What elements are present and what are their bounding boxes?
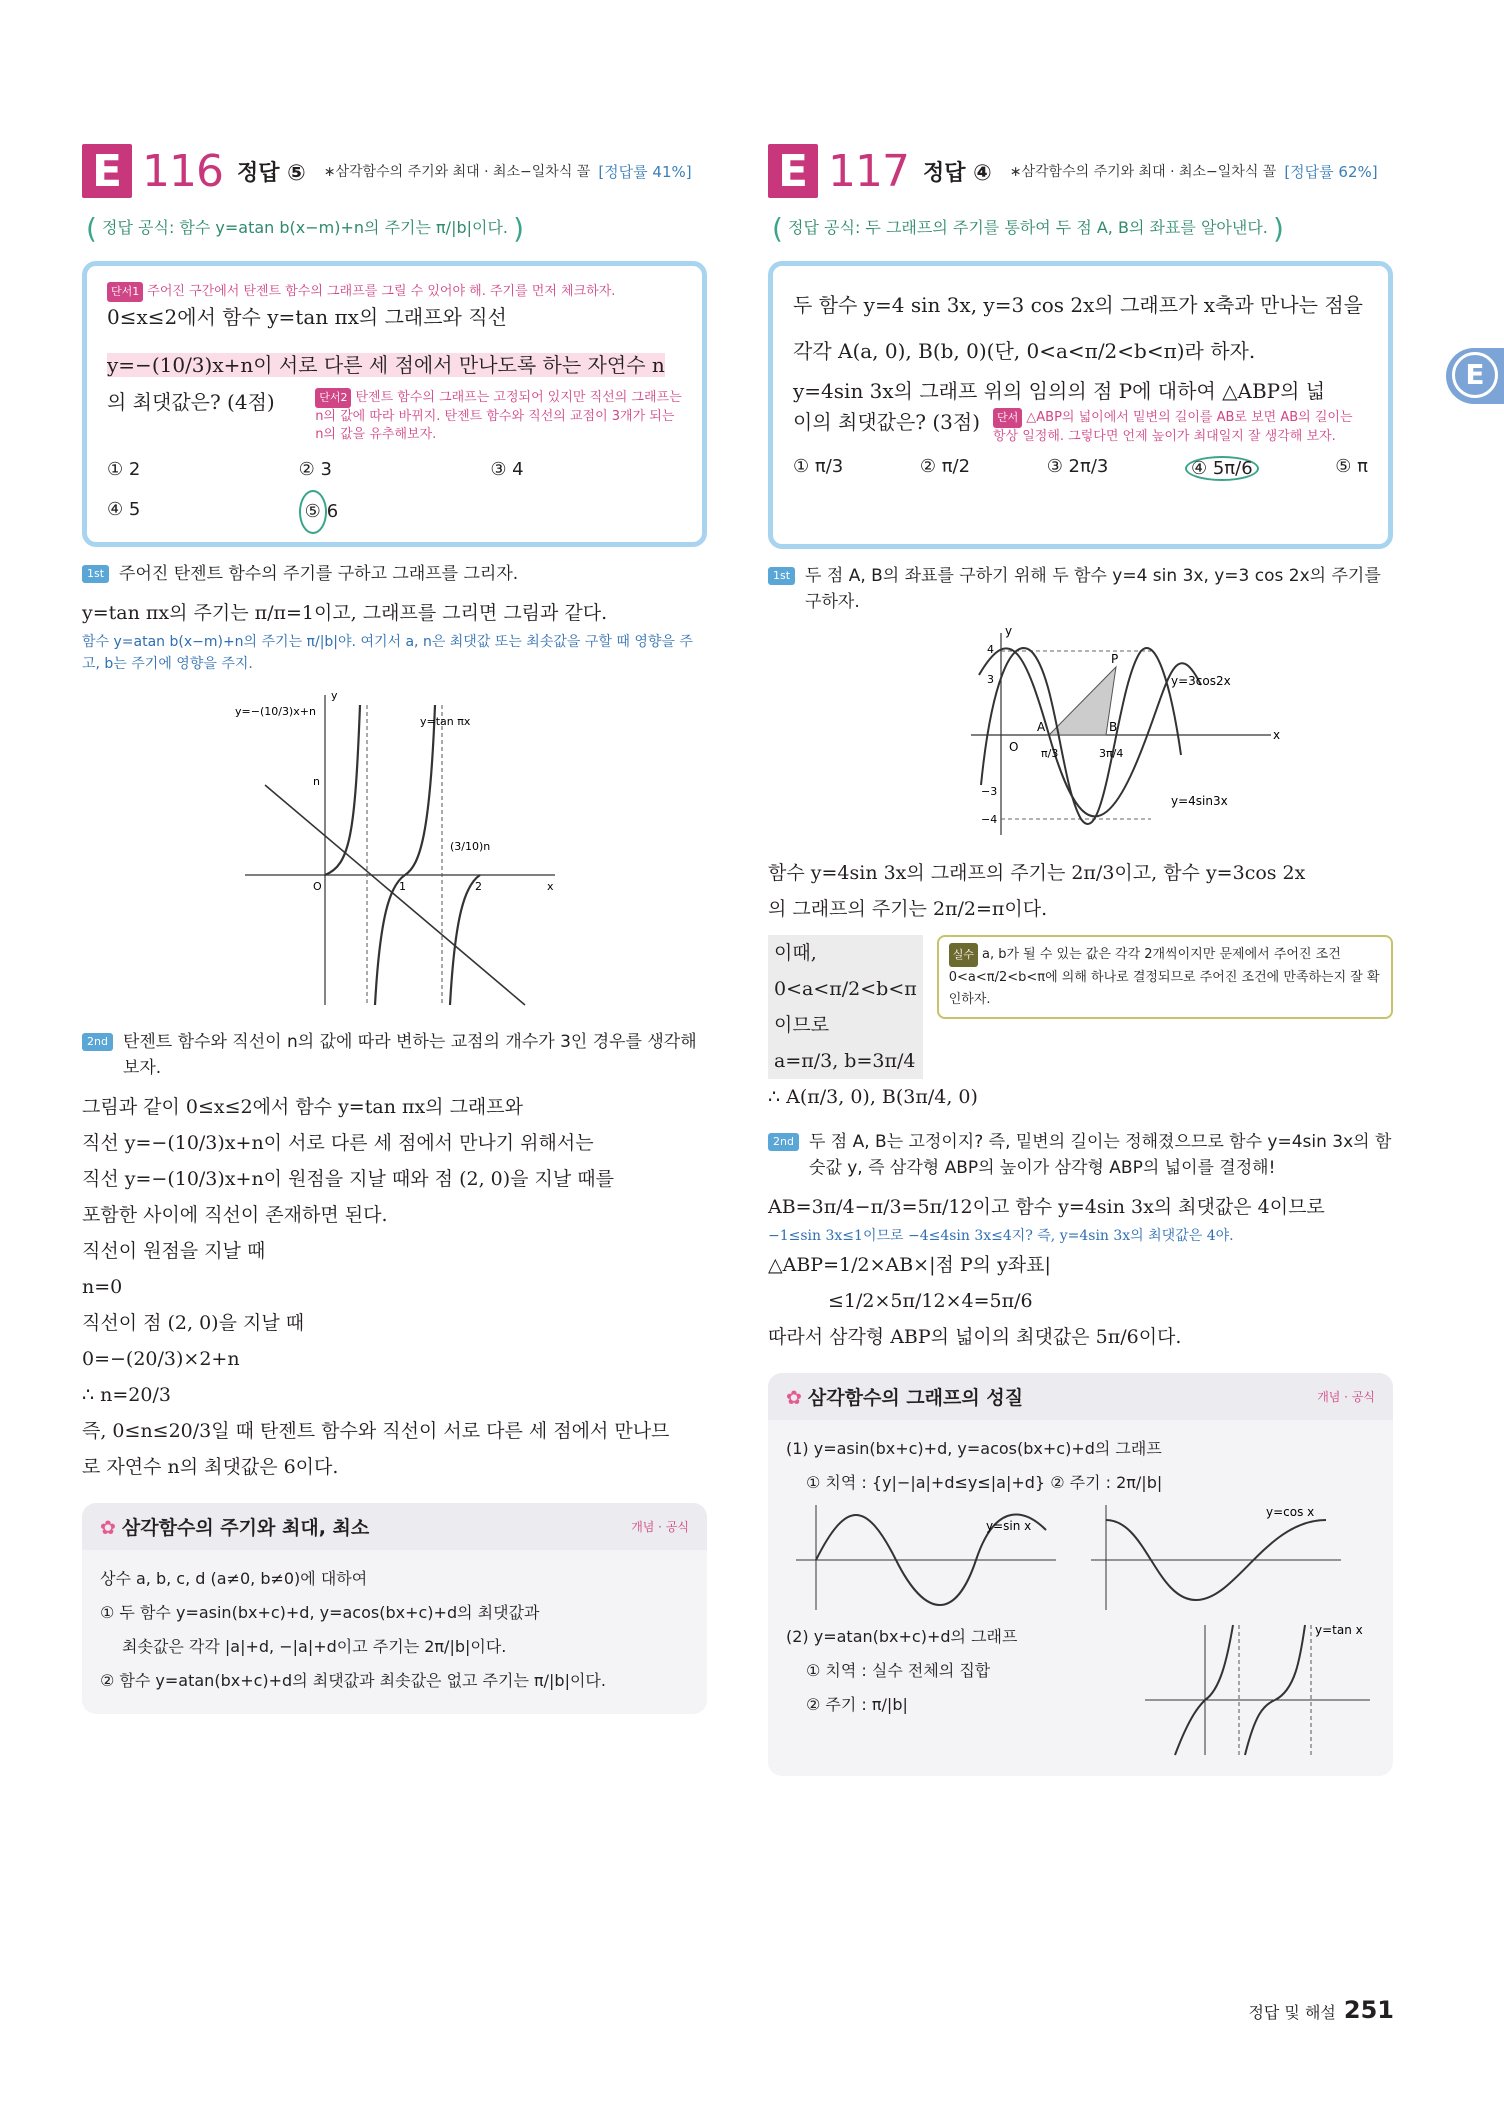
topic-tag: ∗삼각함수의 주기와 최대 · 최소−일차식 꼴 xyxy=(323,164,591,180)
solution-2: 그림과 같이 0≤x≤2에서 함수 y=tan πx의 그래프와 직선 y=−(10/3)x+n이 서로 다른 세 점에서 만나기 위해서는 직선 y=−(10/3)x+n이 원점을 지날 때와 점 (2, 0)을 지날 때를 포함한 사이에 직선이 존재하면 된다. 직선이 원점을 지날 때 n=0 직선이 점 (2, 0)을 지날 때 0=−(20/3)×2+n ∴ n=20/3 즉, 0≤n≤20/3일 때 탄젠트 함수와 직선이 서로 다른 세 점에서 만나므 로 자연수 n의 최댓값은 6이다. xyxy=(82,1096,670,1478)
question-box xyxy=(768,261,1393,549)
tick-pi3: π/3 xyxy=(1040,747,1058,760)
choice-1[interactable]: ① π/3 xyxy=(793,456,844,477)
question-line-2: 각각 A(a, 0), B(b, 0)(단, 0<a<π/2<b<π)라 하자. xyxy=(793,339,1256,363)
summary-box: ✿ 삼각함수의 주기와 최대, 최소 개념 · 공식 상수 a, b, c, d (a≠0, b≠0)에 대하여 ① 두 함수 y=asin(bx+c)+d, y=acos(bx+c)+d의 최댓값과 최솟값은 각각 |a|+d, −|a|+d이고 주기는 2π/|b|이다. ② 함수 y=atan(bx+c)+d의 최댓값과 최솟값은 없고 주기는 π/|b|이다. xyxy=(82,1503,707,1714)
sin-cos-graph xyxy=(871,625,1291,845)
line-label: y=−(10/3)x+n xyxy=(234,705,316,718)
section-badge: E xyxy=(768,144,818,198)
y-axis-label: y xyxy=(330,689,338,702)
summary-title: 삼각함수의 주기와 최대, 최소 xyxy=(121,1517,370,1539)
choice-1[interactable]: ① 2 xyxy=(107,459,141,480)
O-label: O xyxy=(1008,740,1018,754)
answer-formula: ( 정답 공식: 두 그래프의 주기를 통하여 두 점 A, B의 좌표를 알아낸다. ) xyxy=(772,212,1284,245)
problem-header xyxy=(768,140,1393,202)
x-axis-label: x xyxy=(546,880,554,893)
B-label: B xyxy=(1108,720,1117,734)
topic-tag: ∗삼각함수의 주기와 최대 · 최소−일차식 꼴 xyxy=(1009,164,1277,180)
choices xyxy=(107,450,682,534)
tick-neg3: −3 xyxy=(980,785,997,798)
tick-3: 3 xyxy=(986,673,994,686)
choice-3[interactable]: ③ 4 xyxy=(490,459,524,480)
step-2: 2nd 두 점 A, B는 고정이지? 즉, 밑변의 길이는 정해졌으므로 함수 y=4sin 3x의 함숫값 y, 즉 삼각형 ABP의 높이가 삼각형 ABP의 넓이를 결정해! xyxy=(768,1129,1393,1181)
solution-1e: ∴ A(π/3, 0), B(3π/4, 0) xyxy=(768,1086,978,1108)
section-badge: E xyxy=(82,144,132,198)
tick-1: 1 xyxy=(398,880,406,893)
n-label: n xyxy=(312,775,320,788)
cos-mini-label: y=cos x xyxy=(1266,1505,1315,1519)
hint: 단서 △ABP의 넓이에서 밑변의 길이를 AB로 보면 AB의 길이는 항상 일정해. 그렇다면 언제 높이가 최대일지 잘 생각해 보자. xyxy=(993,410,1353,444)
solution-1-ab: 이때, 0<a<π/2<b<π이므로 a=π/3, b=3π/4 실수 a, b가 될 수 있는 값은 각각 2개씩이지만 문제에서 주어진 조건 0<a<π/2<b<π에 의해 하나로 결정되므로 주어진 조건에 만족하는지 잘 확인하자. xyxy=(768,935,1393,1079)
tick-2: 2 xyxy=(474,880,482,893)
solution-1a: y=tan πx의 주기는 π/π=1이고, 그래프를 그리면 그림과 같다. xyxy=(82,602,608,624)
cos-label: y=3cos2x xyxy=(1170,674,1231,688)
step-1: 1st 두 점 A, B의 좌표를 구하기 위해 두 함수 y=4 sin 3x, y=3 cos 2x의 주기를 구하자. xyxy=(768,563,1393,615)
cos-graph xyxy=(1086,1500,1346,1620)
tick-4: 4 xyxy=(986,643,994,656)
choice-4[interactable]: ④ 5π/6 xyxy=(1185,456,1259,481)
tick-3pi4: 3π/4 xyxy=(1098,747,1123,760)
tick-neg4: −4 xyxy=(980,813,997,826)
question-box xyxy=(82,261,707,547)
problem-header xyxy=(82,140,707,202)
tan-mini-label: y=tan x xyxy=(1315,1623,1363,1637)
step-2: 2nd 탄젠트 함수와 직선이 n의 값에 따라 변하는 교점의 개수가 3인 경우를 생각해보자. xyxy=(82,1029,707,1081)
problem-117 xyxy=(768,140,1393,1776)
question-line-2: y=−(10/3)x+n이 서로 다른 세 점에서 만나도록 하는 자연수 n xyxy=(107,353,665,377)
frac-label: (3/10)n xyxy=(449,840,490,853)
choice-4[interactable]: ④ 5 xyxy=(107,499,141,520)
answer-formula: ( 정답 공식: 함수 y=atan b(x−m)+n의 주기는 π/|b|이다. ) xyxy=(86,212,525,245)
choice-2[interactable]: ② π/2 xyxy=(919,456,971,477)
y-axis-label: y xyxy=(1004,625,1012,638)
accuracy-rate: [정답률 62%] xyxy=(1284,162,1378,181)
page-footer: 정답 및 해설 251 xyxy=(1248,1996,1394,2024)
page-number: 251 xyxy=(1343,1996,1394,2024)
choices xyxy=(793,456,1368,481)
choice-5[interactable]: ⑤ π xyxy=(1335,456,1368,477)
side-tab[interactable]: E xyxy=(1446,348,1504,404)
problem-116 xyxy=(82,140,707,1714)
tan-label: y=tan πx xyxy=(419,715,470,728)
choice-3[interactable]: ③ 2π/3 xyxy=(1046,456,1109,477)
question-line-3: y=4sin 3x의 그래프 위의 임의의 점 P에 대하여 △ABP의 넓 xyxy=(793,379,1326,403)
solution-2-note: −1≤sin 3x≤1이므로 −4≤4sin 3x≤4지? 즉, y=4sin 3x의 최댓값은 4야. xyxy=(768,1228,1234,1244)
sin-cos-mini-graphs xyxy=(786,1500,1375,1620)
x-axis-label: x xyxy=(1272,728,1280,742)
choice-2[interactable]: ② 3 xyxy=(298,459,332,480)
choice-5[interactable]: ⑤ 6 xyxy=(299,490,491,534)
origin-label: O xyxy=(312,880,322,893)
summary-box: ✿ 삼각함수의 그래프의 성질 개념 · 공식 (1) y=asin(bx+c)+d, y=acos(bx+c)+d의 그래프 ① 치역 : {y|−|a|+d≤y≤|a|+d} ② 주기 : 2π/|b| y=sin x y=cos x (2) y=atan(bx+c)+d의 그래프 ① 치역 : 실수 전체의 집합 ② 주기 : π/|b| y=tan x xyxy=(768,1373,1393,1776)
A-label: A xyxy=(1036,720,1045,734)
sin-mini-label: y=sin x xyxy=(986,1519,1032,1533)
question-line-1: 0≤x≤2에서 함수 y=tan πx의 그래프와 직선 xyxy=(107,305,507,329)
tan-line-graph xyxy=(225,685,565,1015)
summary-title: 삼각함수의 그래프의 성질 xyxy=(807,1387,1024,1409)
question-line-4: 이의 최댓값은? (3점) xyxy=(793,410,981,434)
tan-mini-graph xyxy=(1145,1620,1375,1760)
sin-graph xyxy=(786,1500,1066,1620)
question-line-1: 두 함수 y=4 sin 3x, y=3 cos 2x의 그래프가 x축과 만나는 점을 xyxy=(793,293,1363,317)
solution-1b-note: 함수 y=atan b(x−m)+n의 주기는 π/|b|야. 여기서 a, n은 최댓값 또는 최솟값을 구할 때 영향을 주고, b는 주기에 영향을 주지. xyxy=(82,634,693,672)
problem-number: 116 xyxy=(142,145,223,197)
sin-label: y=4sin3x xyxy=(1170,794,1228,808)
accuracy-rate: [정답률 41%] xyxy=(598,162,692,181)
step-1: 1st 주어진 탄젠트 함수의 주기를 구하고 그래프를 그리자. xyxy=(82,561,707,587)
mistake-note: 실수 a, b가 될 수 있는 값은 각각 2개씩이지만 문제에서 주어진 조건 0<a<π/2<b<π에 의해 하나로 결정되므로 주어진 조건에 만족하는지 잘 확인하자. xyxy=(937,935,1393,1019)
answer: 정답 ⑤ xyxy=(236,160,306,186)
solution-2: AB=3π/4−π/3=5π/12이고 함수 y=4sin 3x의 최댓값은 4이므로 −1≤sin 3x≤1이므로 −4≤4sin 3x≤4지? 즉, y=4sin 3x의 최댓값은 4야. △ABP=1/2×AB×|점 P의 y좌표| ≤1/2×5π/12×4=5π/6 따라서 삼각형 ABP의 넓이의 최댓값은 5π/6이다. xyxy=(768,1189,1393,1355)
hint-2: 단서2 탄젠트 함수의 그래프는 고정되어 있지만 직선의 그래프는 n의 값에 따라 바뀌지. 탄젠트 함수와 직선의 교점이 3개가 되는 n의 값을 유추해보자. xyxy=(315,390,682,442)
P-label: P xyxy=(1110,652,1118,666)
question-line-3: 의 최댓값은? (4점) xyxy=(107,390,275,414)
problem-number: 117 xyxy=(828,145,909,197)
hint-1: 단서1 주어진 구간에서 탄젠트 함수의 그래프를 그릴 수 있어야 해. 주기를 먼저 체크하자. xyxy=(107,282,682,302)
answer: 정답 ④ xyxy=(922,160,992,186)
solution-1: 함수 y=4sin 3x의 그래프의 주기는 2π/3이고, 함수 y=3cos 2x 의 그래프의 주기는 2π/2=π이다. xyxy=(768,862,1306,920)
